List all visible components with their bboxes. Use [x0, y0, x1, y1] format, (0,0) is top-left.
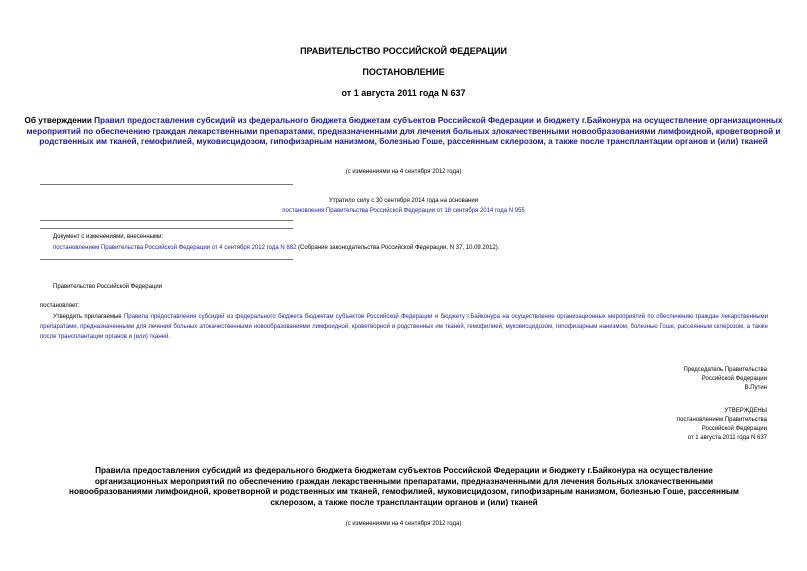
repeal-link[interactable]: постановления Правительства Российской Федерации от 18 сентября 2014 года N 955 [282, 208, 525, 214]
approval-line-3: Российской Федерации [701, 426, 767, 432]
repeal-line: Утратило силу с 30 сентября 2014 года на основании [328, 198, 479, 204]
approval-line-2: постановлением Правительства [676, 417, 767, 423]
government-heading: ПРАВИТЕЛЬСТВО РОССИЙСКОЙ ФЕДЕРАЦИИ [300, 46, 507, 56]
divider [40, 184, 293, 185]
divider [40, 228, 293, 229]
approve-paragraph [40, 312, 768, 342]
date-number-heading: от 1 августа 2011 года N 637 [341, 88, 466, 98]
repeal-link-line [0, 207, 807, 215]
changes-source: (Собрание законодательства Российской Федерации, N 37, 10.09.2012). [296, 245, 500, 251]
decree-title-link[interactable]: Правил предоставления субсидий из федерального бюджета бюджетам субъектов Российской Федерации и бюджету г.Байконура на осуществление организационных мероприятий по обеспечению граждан лекарственными препаратами, предназначенными для лечения больных злокачественными новообразованиями лимфоидной, кроветворной и родственных им тканей, гемофилией, муковисцидозом, гипофизарным нанизмом, болезнью Гоше, рассеянным склерозом, а также после трансплантации органов и (или) тканей [26, 116, 783, 146]
approval-line-4: от 1 августа 2011 года N 637 [687, 435, 767, 441]
rules-amendment-note: (с изменениями на 4 сентября 2012 года) [345, 521, 462, 527]
approve-link[interactable]: Правила предоставления субсидий из федерального бюджета бюджетам субъектов Российской Федерации и бюджету г.Байконура на осуществление организационных мероприятий по обеспечению граждан лекарственными препаратами, предназначенными для лечения больных злокачественными новообразованиями лимфоидной, кроветворной и родственных им тканей, гемофилией, муковисцидозом, гипофизарным нанизмом, болезнью Гоше, рассеянным склерозом, а также после трансплантации органов и (или) тканей. [40, 314, 769, 340]
signature-block [683, 366, 767, 393]
doc-type-heading: ПОСТАНОВЛЕНИЕ [362, 67, 445, 77]
rules-title: Правила предоставления субсидий из федерального бюджета бюджетам субъектов Российской Федерации и бюджету г.Байконура на осуществление организационных мероприятий по обеспечению граждан лекарственными препаратами, предназначенными для лечения больных злокачественными новообразованиями лимфоидной, кроветворной и родственных им тканей, гемофилией, муковисцидозом, гипофизарным нанизмом, болезнью Гоше, рассеянным склерозом, а также после трансплантации органов и (или) тканей [69, 466, 739, 507]
signature-line-1: Председатель Правительства [683, 367, 767, 373]
decides-text: постановляет: [40, 303, 80, 309]
signature-line-3: В.Путин [744, 385, 767, 391]
approve-prefix: Утвердить прилагаемые [53, 314, 124, 320]
changes-line [53, 244, 499, 253]
changes-label: Документ с изменениями, внесенными: [53, 234, 164, 240]
approval-block [677, 407, 767, 443]
divider [40, 259, 293, 260]
decree-title-prefix: Об утверждении [24, 116, 95, 125]
decree-title [20, 116, 787, 148]
amendment-note: (с изменениями на 4 сентября 2012 года) [345, 169, 462, 175]
changes-link[interactable]: постановлением Правительства Российской Федерации от 4 сентября 2012 года N 882 [53, 245, 297, 251]
signature-line-2: Российской Федерации [701, 376, 767, 382]
divider [40, 220, 293, 221]
approval-line-1: УТВЕРЖДЕНЫ [724, 408, 767, 414]
issuer-text: Правительство Российской Федерации [53, 284, 163, 290]
